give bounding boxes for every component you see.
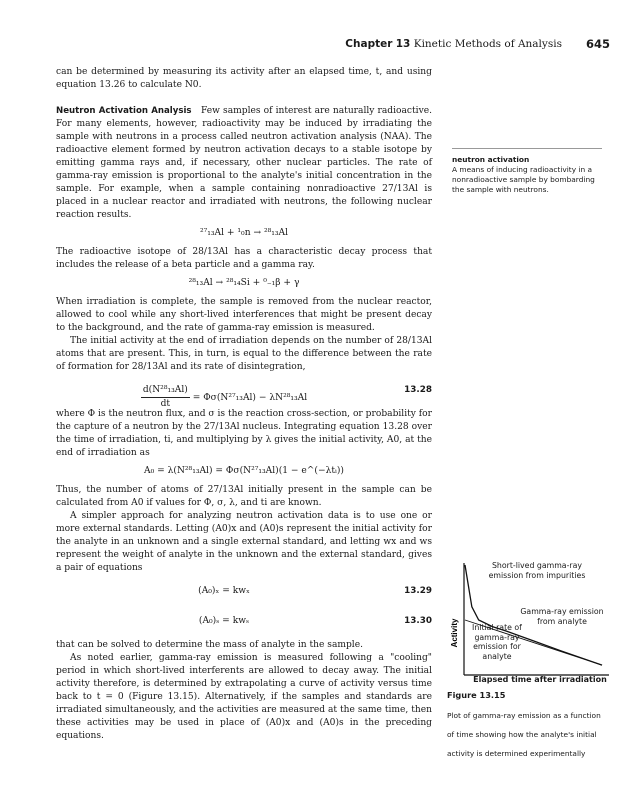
annotation-analyte: Gamma-ray emission from analyte bbox=[520, 607, 604, 626]
equation-reaction: ²⁷₁₃Al + ¹₀n → ²⁸₁₃Al bbox=[199, 228, 289, 238]
y-axis-label: Activity bbox=[450, 618, 459, 648]
equation-13-29: (A₀)ₓ = kwₓ 13.29 bbox=[198, 586, 432, 596]
paragraph: The radioactive isotope of 28/13Al has a characteristic decay process that includes the release of a beta particle and a gamma ray. bbox=[56, 247, 432, 270]
paragraph: The initial activity at the end of irradiation depends on the number of 28/13Al atoms that are present. This, in turn, is equal to the difference between the rate of formation for 28/13Al and its rate of disintegration, bbox=[56, 336, 432, 372]
figure-caption bbox=[447, 690, 607, 760]
equation-13-28: $\frac{\text{d(N²⁸₁₃Al)}}{dt}$ = Φσ(N²⁷₁₃Al) − λN²⁸₁₃Al 13.28 bbox=[142, 385, 432, 409]
body-text bbox=[56, 66, 432, 743]
equation-number: 13.28 bbox=[404, 385, 432, 395]
paragraph: Thus, the number of atoms of 27/13Al initially present in the sample can be calculated from A0 if values for Φ, σ, λ, and ti are known. bbox=[56, 485, 432, 508]
annotation-initial-rate: Initial rate of gamma-ray emission for analyte bbox=[472, 623, 522, 661]
equation-number: 13.30 bbox=[404, 616, 432, 626]
paragraph: that can be solved to determine the mass of analyte in the sample. bbox=[56, 640, 363, 650]
section-runin-heading: Neutron Activation Analysis bbox=[56, 106, 192, 116]
margin-glossary-note bbox=[452, 148, 602, 195]
equation-number: 13.29 bbox=[404, 586, 432, 596]
equation-13-30: (A₀)ₛ = kwₛ 13.30 bbox=[198, 616, 432, 626]
paragraph: where Φ is the neutron flux, and σ is the reaction cross-section, or probability for the capture of a neutron by the 27/13Al nucleus. Integrating equation 13.28 over the time of irradiation, ti, and multiplying by λ gives the initial activity, A0, at the end of irradiation as bbox=[56, 409, 432, 458]
paragraph: A simpler approach for analyzing neutron activation data is to use one or more external standards. Letting (A0)x and (A0)s represent the initial activity for the analyte in an unknown and a single external standard, and letting wx and ws represent the weight of analyte in the unknown and the external standard, gives a pair of equations bbox=[56, 511, 432, 573]
figure-label: Figure 13.15 bbox=[447, 690, 506, 700]
chapter-heading: Chapter 13 Kinetic Methods of Analysis bbox=[345, 38, 562, 50]
paragraph: As noted earlier, gamma-ray emission is measured following a "cooling" period in which short-lived interferents are allowed to decay away. The initial activity therefore, is determined by extrapolating a curve of activity versus time back to t = 0 (Figure 13.15). Alternatively, if the samples and standards are irradiated simultaneously, and the activities are measured at the same time, then these activities may be used in place of (A0)x and (A0)s in the preceding equations. bbox=[56, 653, 432, 741]
glossary-definition: A means of inducing radioactivity in a nonradioactive sample by bombarding the sample with neutrons. bbox=[452, 165, 595, 194]
paragraph: can be determined by measuring its activity after an elapsed time, t, and using equation 13.26 to calculate N0. bbox=[56, 67, 432, 90]
x-axis-label: Elapsed time after irradiation bbox=[473, 675, 607, 684]
page-number: 645 bbox=[585, 37, 610, 51]
equation-initial-activity: A₀ = λ(N²⁸₁₃Al) = Φσ(N²⁷₁₃Al)(1 − e^(−λtᵢ)) bbox=[144, 466, 344, 476]
paragraph-naa: Neutron Activation Analysis Few samples of interest are naturally radioactive. For many elements, however, radioactivity may be induced by irradiating the sample with neutrons in a process called neutron activation analysis (NAA). The radioactive element formed by neutron activation decays to a stable isotope by emitting gamma rays and, if necessary, other nuclear particles. The rate of gamma-ray emission is proportional to the analyte's initial concentration in the sample. For example, when a sample containing nonradioactive 27/13Al is placed in a nuclear reactor and irradiated with neutrons, the following nuclear reaction results. bbox=[56, 106, 432, 220]
equation-decay: ²⁸₁₃Al → ²⁸₁₄Si + ⁰₋₁β + γ bbox=[188, 278, 300, 288]
running-header bbox=[0, 38, 640, 56]
paragraph: When irradiation is complete, the sample is removed from the nuclear reactor, allowed to cool while any short-lived interferences that might be present decay to the background, and the rate of gamma-ray emission is measured. bbox=[56, 297, 432, 333]
figure-13-15 bbox=[444, 555, 612, 690]
annotation-short-lived: Short-lived gamma-ray emission from impurities bbox=[488, 561, 586, 580]
glossary-term: neutron activation bbox=[452, 155, 530, 164]
caption-text: Plot of gamma-ray emission as a function of time showing how the analyte's initial activity is determined experimentally bbox=[447, 711, 601, 758]
